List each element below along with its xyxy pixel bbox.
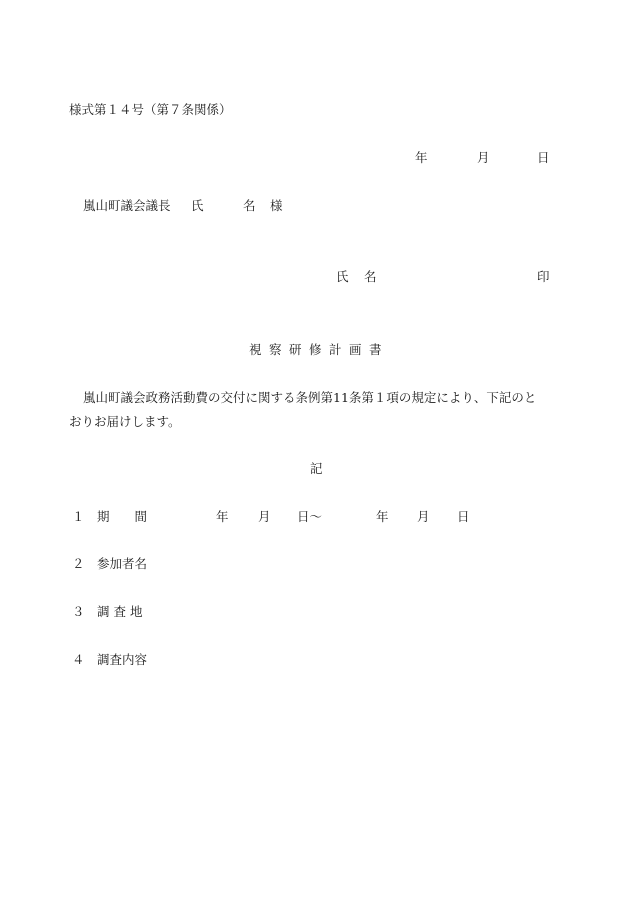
period-start-year: 年 <box>216 509 229 524</box>
period-start-month: 月 <box>258 509 271 524</box>
seal-mark: 印 <box>537 269 550 284</box>
addressee-mei: 名 <box>243 198 256 213</box>
addressee-shi: 氏 <box>191 198 204 213</box>
item-label: 調査内容 <box>97 652 148 667</box>
ki-heading: 記 <box>310 461 323 476</box>
item-number: ２ <box>72 556 85 571</box>
period-start-day: 日〜 <box>297 509 323 524</box>
date-year-label: 年 <box>415 150 428 165</box>
date-month-label: 月 <box>477 150 490 165</box>
item-number: １ <box>72 509 85 524</box>
signer-shi: 氏 <box>336 269 349 284</box>
period-end-year: 年 <box>376 509 389 524</box>
body-line-2: おりお届けします。 <box>69 414 181 429</box>
addressee-sama: 様 <box>270 198 283 213</box>
item-label: 参加者名 <box>97 556 148 571</box>
body-line-1: 嵐山町議会政務活動費の交付に関する条例第11条第１項の規定により、下記のと <box>83 390 537 405</box>
item-label: 調 査 地 <box>97 604 143 619</box>
period-end-month: 月 <box>417 509 430 524</box>
form-number: 様式第１４号（第７条関係） <box>69 102 232 117</box>
addressee-title: 嵐山町議会議長 <box>83 198 171 213</box>
item-label: 期 間 <box>97 509 148 524</box>
document-title: 視察研修計画書 <box>249 342 390 357</box>
item-number: ３ <box>72 604 85 619</box>
date-day-label: 日 <box>537 150 550 165</box>
period-end-day: 日 <box>457 509 470 524</box>
item-number: ４ <box>72 652 85 667</box>
signer-mei: 名 <box>364 269 377 284</box>
